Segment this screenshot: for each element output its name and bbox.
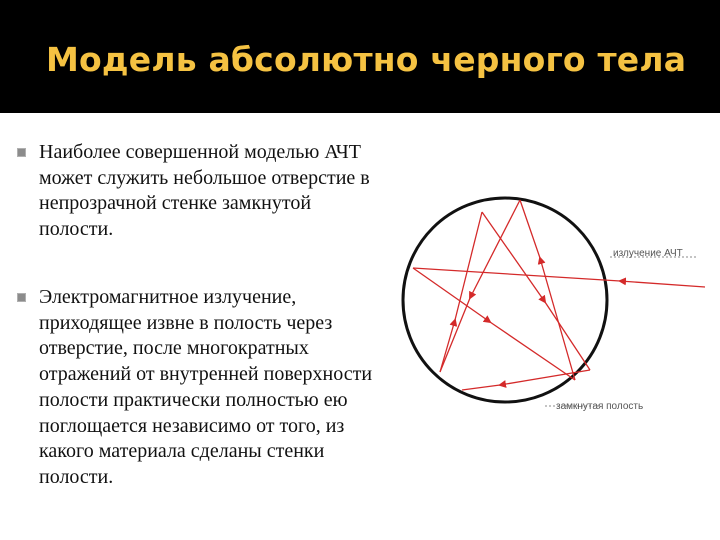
- bullet-item-1: [17, 140, 442, 250]
- bullet-item-2: [17, 285, 442, 505]
- bullet-2-line: полости.: [39, 465, 114, 488]
- ray-segment: [500, 370, 590, 385]
- bullet-2-line: отверстие, после многократных: [39, 337, 309, 360]
- ray-segment: [413, 268, 490, 322]
- ray-segment: [520, 200, 540, 258]
- ray-segment: [540, 258, 575, 380]
- bullet-2-line: Электромагнитное излучение,: [39, 286, 297, 308]
- ray-path: [413, 200, 705, 390]
- bullet-1-line: может служить небольшое отверстие в: [39, 166, 370, 189]
- bullet-text-1: [39, 140, 459, 243]
- bullet-text-2: [39, 285, 459, 491]
- bullet-square-icon: [17, 148, 26, 157]
- ray-segment: [440, 298, 470, 372]
- bullet-2-line: приходящее извне в полость через: [39, 311, 333, 334]
- cavity-label: замкнутая полость: [556, 401, 644, 412]
- blackbody-cavity-diagram: [400, 190, 710, 430]
- bullet-2-line: отражений от внутренней поверхности: [39, 363, 373, 386]
- slide-title: Модель абсолютно черного тела: [46, 40, 687, 79]
- ray-segment: [490, 322, 575, 380]
- title-bar: [0, 0, 720, 113]
- ray-segment: [413, 268, 620, 281]
- bullet-2-line: полости практически полностью ею: [39, 388, 348, 411]
- ray-segment: [545, 302, 590, 370]
- ray-segment: [462, 385, 500, 390]
- bullet-2-line: поглощается независимо от того, из: [39, 414, 345, 437]
- ray-segment: [440, 320, 455, 372]
- bullet-1-line: полости.: [39, 218, 114, 241]
- ray-segment: [455, 212, 482, 320]
- bullet-1-line: непрозрачной стенке замкнутой: [39, 192, 312, 215]
- bullet-1-line: Наиболее совершенной моделью АЧТ: [39, 141, 361, 163]
- bullet-2-line: какого материала сделаны стенки: [39, 440, 325, 463]
- radiation-label: излучение АЧТ: [613, 248, 683, 259]
- bullet-square-icon: [17, 293, 26, 302]
- incoming-ray: [620, 281, 705, 287]
- ray-segment: [470, 200, 520, 298]
